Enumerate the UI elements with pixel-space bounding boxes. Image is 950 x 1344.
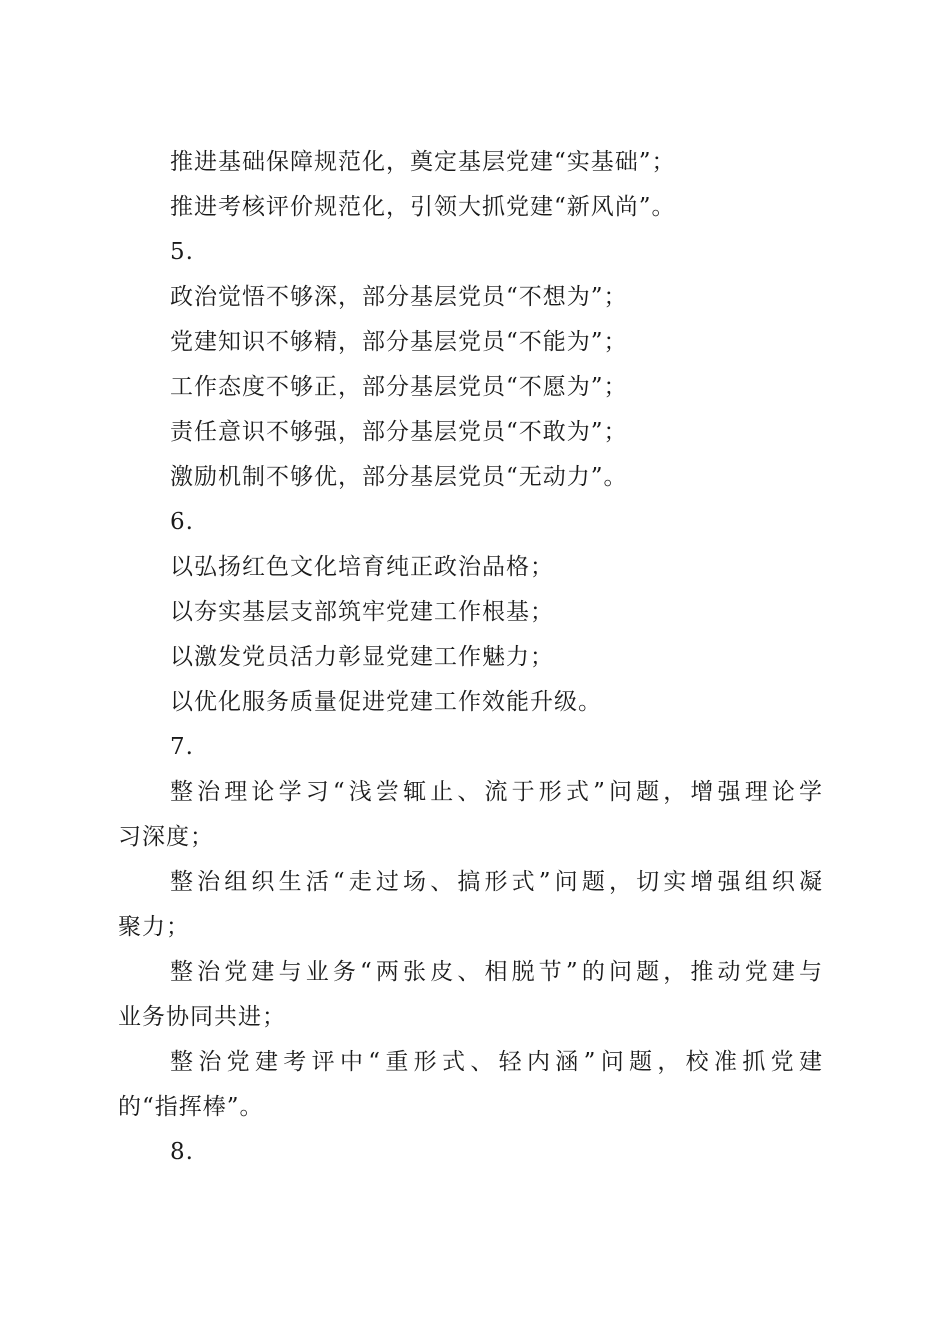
- text-line: 整治理论学习“浅尝辄止、流于形式”问题，增强理论学: [170, 779, 822, 805]
- document-body: [118, 140, 822, 1175]
- text-line: 党建知识不够精，部分基层党员“不能为”；: [170, 329, 628, 355]
- section-number: 7.: [170, 734, 194, 760]
- text-line: 责任意识不够强，部分基层党员“不敢为”；: [170, 419, 628, 445]
- text-line: 整治组织生活“走过场、搞形式”问题，切实增强组织凝: [170, 869, 822, 895]
- text-line: 政治觉悟不够深，部分基层党员“不想为”；: [170, 284, 628, 310]
- text-line: 整治党建与业务“两张皮、相脱节”的问题，推动党建与: [170, 959, 822, 985]
- text-line-continuation: 业务协同共进；: [118, 1004, 286, 1030]
- text-line: 以激发党员活力彰显党建工作魅力；: [170, 644, 554, 670]
- section-number: 5.: [170, 239, 194, 265]
- text-line: 推进基础保障规范化，奠定基层党建“实基础”；: [170, 149, 676, 175]
- text-line: 工作态度不够正，部分基层党员“不愿为”；: [170, 374, 628, 400]
- text-line: 激励机制不够优，部分基层党员“无动力”。: [170, 464, 628, 490]
- text-line: 推进考核评价规范化，引领大抓党建“新风尚”。: [170, 194, 676, 220]
- text-line: 以优化服务质量促进党建工作效能升级。: [170, 689, 602, 715]
- text-line-continuation: 的“指挥棒”。: [118, 1094, 264, 1120]
- text-line: 以夯实基层支部筑牢党建工作根基；: [170, 599, 554, 625]
- text-line: 以弘扬红色文化培育纯正政治品格；: [170, 554, 554, 580]
- section-number: 8.: [170, 1139, 194, 1165]
- text-line-continuation: 习深度；: [118, 824, 214, 850]
- text-line: 整治党建考评中“重形式、轻内涵”问题，校准抓党建: [170, 1049, 822, 1075]
- text-line-continuation: 聚力；: [118, 914, 190, 940]
- section-number: 6.: [170, 509, 194, 535]
